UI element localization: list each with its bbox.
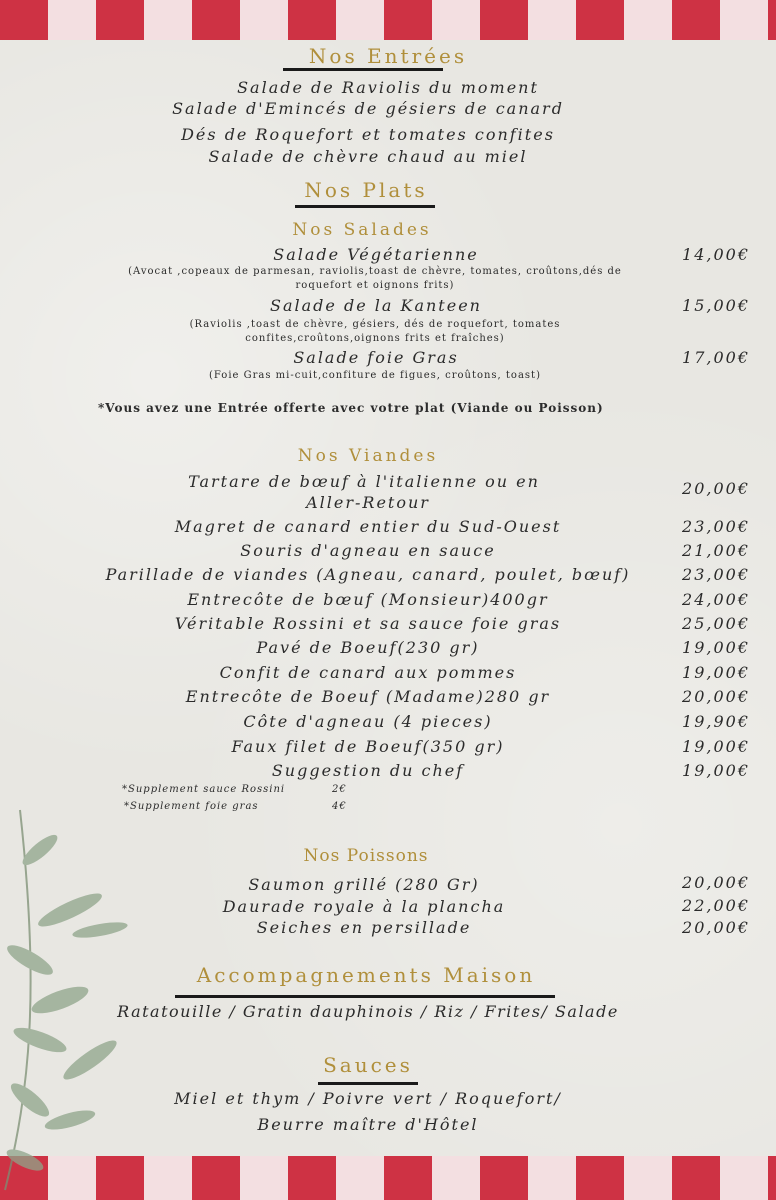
supplement-price: 4€ bbox=[332, 801, 347, 812]
viande-name: Entrecôte de bœuf (Monsieur)400gr bbox=[187, 590, 549, 609]
viandes-title: Nos Viandes bbox=[297, 446, 439, 466]
supplement-price: 2€ bbox=[332, 784, 347, 795]
plats-title: Nos Plats bbox=[304, 178, 428, 202]
poisson-name: Seiches en persillade bbox=[256, 918, 472, 937]
viande-name: Souris d'agneau en sauce bbox=[240, 541, 496, 560]
viande-price: 20,00€ bbox=[682, 687, 750, 706]
supplement-label: *Supplement sauce Rossini bbox=[122, 784, 286, 795]
salades-title: Nos Salades bbox=[292, 220, 432, 240]
entrees-rule bbox=[283, 68, 443, 71]
salade-desc: (Raviolis ,toast de chèvre, gésiers, dés de roquefort, tomates confites,croûtons,oignons frits et fraîches) bbox=[189, 319, 561, 344]
entree-item: Salade de chèvre chaud au miel bbox=[208, 147, 528, 166]
salade-name: Salade foie Gras bbox=[293, 348, 459, 367]
salade-desc: (Foie Gras mi-cuit,confiture de figues, croûtons, toast) bbox=[209, 370, 541, 381]
salade-price: 17,00€ bbox=[682, 348, 750, 367]
poisson-name: Daurade royale à la plancha bbox=[222, 897, 506, 916]
viande-name: Magret de canard entier du Sud-Ouest bbox=[174, 517, 562, 536]
poisson-price: 20,00€ bbox=[682, 873, 750, 892]
salade-name: Salade de la Kanteen bbox=[270, 296, 482, 315]
viande-price: 19,00€ bbox=[682, 761, 750, 780]
entrees-title: Nos Entrées bbox=[308, 44, 468, 68]
viande-name: Véritable Rossini et sa sauce foie gras bbox=[174, 614, 562, 633]
salade-price: 15,00€ bbox=[682, 296, 750, 315]
entree-item: Salade d'Emincés de gésiers de canard bbox=[172, 99, 564, 118]
sauces-rule bbox=[318, 1082, 418, 1085]
viande-price: 21,00€ bbox=[682, 541, 750, 560]
viande-name: Pavé de Boeuf(230 gr) bbox=[256, 638, 480, 657]
viande-name: Confit de canard aux pommes bbox=[219, 663, 517, 682]
poisson-name: Saumon grillé (280 Gr) bbox=[248, 875, 480, 894]
salade-price: 14,00€ bbox=[682, 245, 750, 264]
viande-name: Parillade de viandes (Agneau, canard, poulet, bœuf) bbox=[105, 565, 631, 584]
viande-price: 20,00€ bbox=[682, 479, 750, 498]
viande-price: 19,00€ bbox=[682, 737, 750, 756]
checkered-border-top bbox=[0, 0, 776, 44]
accompagnements-title: Accompagnements Maison bbox=[196, 963, 536, 987]
viande-price: 19,00€ bbox=[682, 663, 750, 682]
offer-note: *Vous avez une Entrée offerte avec votre plat (Viande ou Poisson) bbox=[98, 401, 604, 415]
sauces-line: Miel et thym / Poivre vert / Roquefort/ bbox=[174, 1089, 562, 1108]
salade-desc: (Avocat ,copeaux de parmesan, raviolis,toast de chèvre, tomates, croûtons,dés de roquefort et oignons frits) bbox=[128, 266, 622, 291]
accompagnements-rule bbox=[175, 995, 555, 998]
poisson-price: 22,00€ bbox=[682, 896, 750, 915]
supplement-label: *Supplement foie gras bbox=[124, 801, 259, 812]
viande-price: 24,00€ bbox=[682, 590, 750, 609]
entree-item: Salade de Raviolis du moment bbox=[237, 78, 539, 97]
viande-name: Entrecôte de Boeuf (Madame)280 gr bbox=[185, 687, 551, 706]
viande-name-cont: Aller-Retour bbox=[306, 493, 430, 512]
accompagnements-text: Ratatouille / Gratin dauphinois / Riz / Frites/ Salade bbox=[117, 1002, 619, 1021]
viande-price: 19,00€ bbox=[682, 638, 750, 657]
viande-price: 19,90€ bbox=[682, 712, 750, 731]
viande-price: 23,00€ bbox=[682, 517, 750, 536]
viande-name: Faux filet de Boeuf(350 gr) bbox=[231, 737, 505, 756]
entree-item: Dés de Roquefort et tomates confites bbox=[181, 125, 555, 144]
viande-name: Tartare de bœuf à l'italienne ou en bbox=[188, 472, 540, 491]
poisson-price: 20,00€ bbox=[682, 918, 750, 937]
plats-rule bbox=[295, 205, 435, 208]
salade-name: Salade Végétarienne bbox=[273, 245, 479, 264]
sauces-line: Beurre maître d'Hôtel bbox=[257, 1115, 479, 1134]
leaves-decoration-icon bbox=[0, 790, 150, 1200]
sauces-title: Sauces bbox=[323, 1053, 413, 1077]
poissons-title: Nos Poissons bbox=[303, 846, 429, 866]
viande-price: 25,00€ bbox=[682, 614, 750, 633]
viande-name: Suggestion du chef bbox=[271, 761, 465, 780]
viande-name: Côte d'agneau (4 pieces) bbox=[243, 712, 493, 731]
viande-price: 23,00€ bbox=[682, 565, 750, 584]
